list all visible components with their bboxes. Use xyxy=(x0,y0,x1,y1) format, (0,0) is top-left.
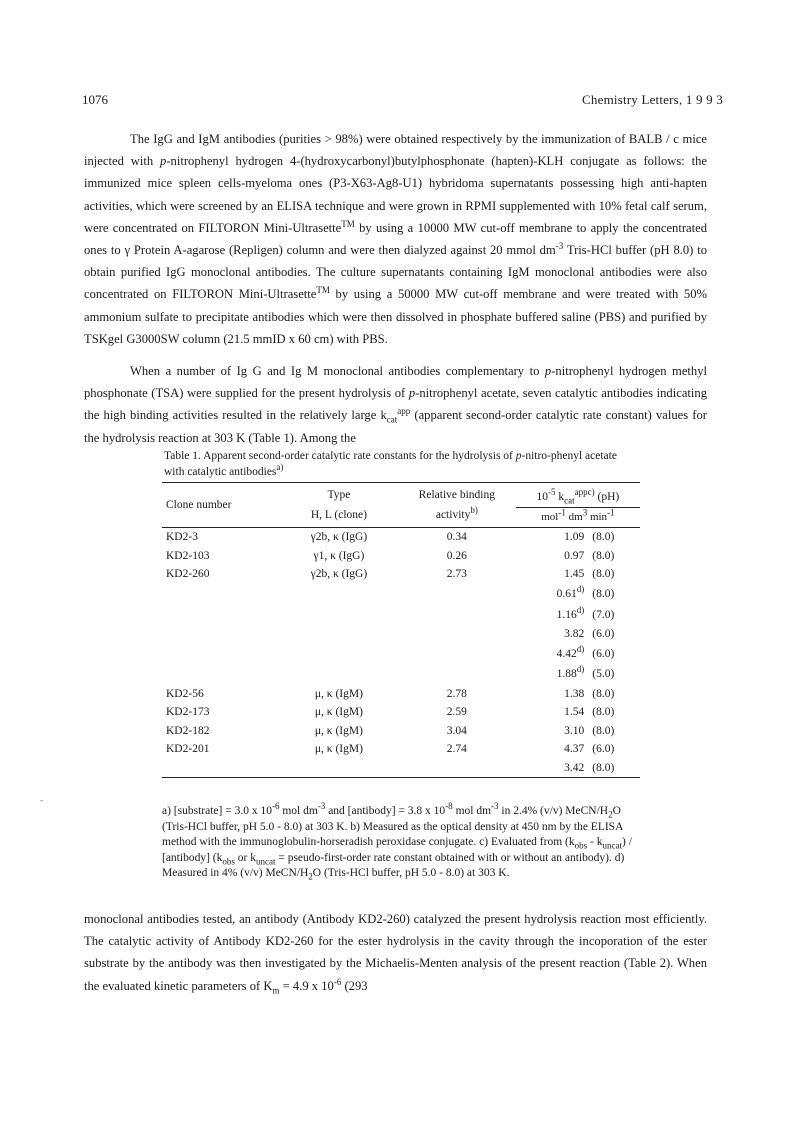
cell-binding: 2.59 xyxy=(446,706,467,719)
cell-clone: KD2-3 xyxy=(166,531,198,544)
cell-binding xyxy=(398,604,516,625)
table-row xyxy=(162,584,640,605)
col-header-clone: Clone number xyxy=(162,483,280,528)
table-row xyxy=(162,528,640,547)
cell-clone: KD2-103 xyxy=(166,549,210,562)
cell-clone: KD2-182 xyxy=(166,724,210,737)
cell-type xyxy=(280,759,398,778)
table-caption: Table 1. Apparent second-order catalytic rate constants for the hydrolysis of p-nitro-phenyl acetate with catalytic antibodies$^{a)}$ xyxy=(164,450,617,478)
cell-binding: 2.73 xyxy=(446,568,467,581)
table-row xyxy=(162,547,640,566)
paragraph-1: The IgG and IgM antibodies (purities > 98%) were obtained respectively by the immunization of BALB / c mice injected with p-nitrophenyl hydrogen 4-(hydroxycarbonyl)butylphosphonate (hapten)-KLH conjugate as follows: the immunized mice spleen cells-myeloma ones (P3-X63-Ag8-U1) hybridoma supernatants possessing high anti-hapten activities, which were screened by an ELISA technique and were grown in RPMI supplemented with 10% fetal calf serum, were concentrated on FILTORON Mini-Ultrasette™ by using a 10000 MW cut-off membrane to apply the concentrated ones to γ Protein A-agarose (Repligen) column and were then dialyzed against 20 mmol $dm^{-3}$ Tris-HCl buffer (pH 8.0) to obtain purified IgG monoclonal antibodies. The culture supernatants containing IgM monoclonal antibodies were also concentrated on FILTORON Mini-Ultrasette™ by using a 50000 MW cut-off membrane and were treated with 50% ammonium sulfate to precipitate antibodies which were then dissolved in phosphate buffered saline (PBS) and purified by TSKgel G3000SW column (21.5 mmID x 60 cm) with PBS. xyxy=(84,132,708,346)
paragraph-3: monoclonal antibodies tested, an antibody (Antibody KD2-260) catalyzed the present hydrolysis reaction most efficiently. The catalytic activity of Antibody KD2-260 for the ester hydrolysis in the cavity through the incoporation of the ester substrate by the antibody was then investigated by the Michaelis-Menten analysis of the present reaction (Table 2). When the evaluated kinetic parameters of $K_m = 4.9$ x $10^{-6}$ (293 xyxy=(84,912,707,996)
cell-clone xyxy=(162,664,280,685)
cell-type xyxy=(280,625,398,644)
cell-binding: 0.34 xyxy=(446,531,467,544)
cell-kcat: 1.88$^{d)}$ xyxy=(556,664,585,681)
footnote-marker: d) xyxy=(576,643,585,654)
cell-type: μ, κ (IgM) xyxy=(314,687,363,700)
cell-type: γ2b, κ (IgG) xyxy=(310,531,368,544)
cell-clone: KD2-260 xyxy=(166,568,210,581)
cell-kcat: 0.61$^{d)}$ xyxy=(556,584,585,601)
cell-binding: 3.04 xyxy=(446,724,467,737)
cell-ph: (6.0) xyxy=(592,628,615,641)
table-row xyxy=(162,759,640,778)
col-header-type: Type H, L (clone) xyxy=(280,483,398,528)
cell-ph: (8.0) xyxy=(592,531,615,544)
col-header-kcat: $10^{-5}$ $k_{cat}^{appc)}$ (pH) xyxy=(516,483,640,508)
cell-ph: (8.0) xyxy=(592,706,615,719)
cell-ph: (8.0) xyxy=(592,588,615,601)
cell-kcat: 3.42 xyxy=(516,759,590,778)
cell-type: γ2b, κ (IgG) xyxy=(310,568,368,581)
table-row xyxy=(162,664,640,685)
cell-binding xyxy=(398,584,516,605)
cell-ph: (8.0) xyxy=(592,549,615,562)
cell-ph: (8.0) xyxy=(590,759,640,778)
cell-clone xyxy=(162,625,280,644)
table-row xyxy=(162,684,640,703)
cell-clone xyxy=(162,584,280,605)
cell-ph: (7.0) xyxy=(592,608,615,621)
footnote-marker: d) xyxy=(576,604,585,615)
cell-clone xyxy=(162,759,280,778)
cell-kcat: 0.97 xyxy=(564,549,585,562)
table-row xyxy=(162,643,640,664)
table-row xyxy=(162,703,640,722)
cell-type: μ, κ (IgM) xyxy=(314,743,363,756)
cell-clone: KD2-56 xyxy=(166,687,204,700)
cell-binding xyxy=(398,664,516,685)
cell-ph: (6.0) xyxy=(592,647,615,660)
cell-type xyxy=(280,664,398,685)
cell-ph: (8.0) xyxy=(592,568,615,581)
cell-kcat: 1.54 xyxy=(564,706,585,719)
col-header-binding: Relative binding activity$^{b)}$ xyxy=(398,483,516,528)
table-row xyxy=(162,740,640,759)
cell-clone: KD2-173 xyxy=(166,706,210,719)
cell-binding: 2.74 xyxy=(446,743,467,756)
page-number: 1076 xyxy=(82,92,108,107)
cell-kcat: 1.16$^{d)}$ xyxy=(556,604,585,621)
cell-type: μ, κ (IgM) xyxy=(314,706,363,719)
cell-ph: (8.0) xyxy=(592,724,615,737)
cell-binding xyxy=(398,759,516,778)
cell-ph: (8.0) xyxy=(592,687,615,700)
cell-kcat: 3.82 xyxy=(564,628,585,641)
cell-binding xyxy=(398,625,516,644)
table-row xyxy=(162,722,640,741)
table-row xyxy=(162,565,640,584)
cell-kcat: 3.10 xyxy=(564,724,585,737)
cell-type: γ1, κ (IgG) xyxy=(313,549,365,562)
cell-type xyxy=(280,643,398,664)
cell-type xyxy=(280,584,398,605)
table-row xyxy=(162,604,640,625)
rate-constants-table xyxy=(162,482,640,778)
cell-ph: (5.0) xyxy=(592,668,615,681)
cell-kcat: 1.45 xyxy=(564,568,585,581)
cell-type: μ, κ (IgM) xyxy=(314,724,363,737)
cell-clone: KD2-201 xyxy=(166,743,210,756)
table-body xyxy=(162,528,640,778)
stray-mark: - xyxy=(40,795,43,805)
cell-clone xyxy=(162,643,280,664)
table-row xyxy=(162,625,640,644)
paragraph-2: When a number of Ig G and Ig M monoclonal antibodies complementary to p-nitrophenyl hydrogen methyl phosphonate (TSA) were supplied for the present hydrolysis of p-nitrophenyl acetate, seven catalytic antibodies indicating the high binding activities resulted in the relatively large $k_{cat}^{app}$ (apparent second-order catalytic rate constant) values for the hydrolysis reaction at 303 K (Table 1). Among the xyxy=(84,364,707,445)
cell-kcat: 4.37 xyxy=(564,743,585,756)
cell-clone xyxy=(162,604,280,625)
cell-kcat: 1.09 xyxy=(564,531,585,544)
col-header-units: mol$^{-1}$ $dm^3$ $\min^{-1}$ xyxy=(516,507,640,527)
cell-type xyxy=(280,604,398,625)
cell-ph: (6.0) xyxy=(592,743,615,756)
cell-binding xyxy=(398,643,516,664)
table-footnotes: a) [substrate] = 3.0 x $10^{-6}$ mol $dm^{-3}$ and [antibody] = 3.8 x $10^{-8}$ mol $dm^{-3}$ in 2.4% (v/v) MeCN/$H_2O$ (Tris-HCl buffer, pH 5.0 - 8.0) at 303 K. b) Measured as the optical density at 450 nm by the ELISA method with the immunoglobulin-horseradish peroxidase conjugate. c) Evaluated from $(k_{obs} - k_{uncat})$ / [antibody] ($k_{obs}$ or $k_{uncat}$ = pseudo-first-order rate constant obtained with or without an antibody). d) Measured in 4% (v/v) MeCN/$H_2O$ (Tris-HCl buffer, pH 5.0 - 8.0) at 303 K. xyxy=(162,801,632,882)
cell-kcat: 1.38 xyxy=(564,687,585,700)
footnote-marker: d) xyxy=(576,584,585,595)
cell-kcat: 4.42$^{d)}$ xyxy=(556,643,585,660)
footnote-marker: d) xyxy=(576,664,585,675)
cell-binding: 0.26 xyxy=(446,549,467,562)
cell-binding: 2.78 xyxy=(446,687,467,700)
journal-name: Chemistry Letters, 1 9 9 3 xyxy=(582,92,723,107)
